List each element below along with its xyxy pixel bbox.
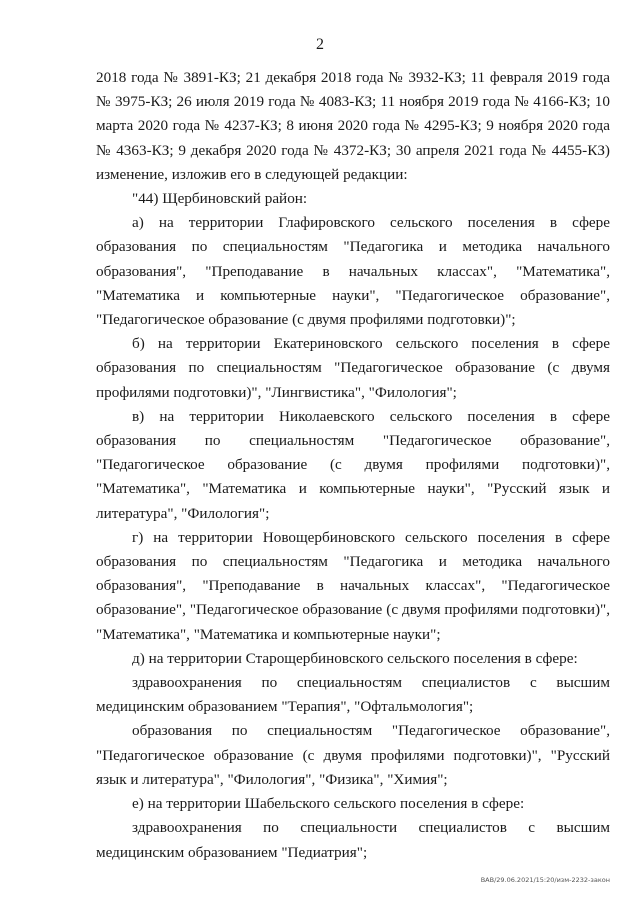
- paragraph-item-d: д) на территории Старощербиновского сельского поселения в сфере:: [132, 649, 578, 667]
- paragraph-amendment-intro: 2018 года № 3891-КЗ; 21 декабря 2018 года № 3932-КЗ; 11 февраля 2019 года № 3975-КЗ; 26 июля 2019 года № 4083-КЗ; 11 ноября 2019 года № 4166-КЗ; 10 марта 2020 года № 4237-КЗ; 8 июня 2020 года № 4295-КЗ; 9 ноября 2020 года № 4363-КЗ; 9 декабря 2020 года № 4372-КЗ; 30 апреля 2021 года № 4455-КЗ) изменение, изложив его в следующей редакции:: [96, 69, 610, 183]
- paragraph-item-d-healthcare: здравоохранения по специальностям специалистов с высшим медицинским образованием "Терапия", "Офтальмология";: [96, 674, 610, 716]
- page-number: 2: [316, 36, 324, 53]
- paragraph-item-e-healthcare: здравоохранения по специальности специалистов с высшим медицинским образованием "Педиатрия";: [96, 819, 610, 861]
- footer-stamp: ВАВ/29.06.2021/15:20/изм-2232-закон: [480, 876, 610, 884]
- paragraph-item-e: е) на территории Шабельского сельского поселения в сфере:: [132, 795, 525, 813]
- paragraph-district-heading: "44) Щербиновский район:: [132, 190, 308, 208]
- paragraph-item-b: б) на территории Екатериновского сельского поселения в сфере образования по специальностям "Педагогическое образование (с двумя профилями подготовки)", "Лингвистика", "Филология";: [96, 335, 610, 401]
- document-body: [96, 66, 610, 865]
- paragraph-item-a: а) на территории Глафировского сельского поселения в сфере образования по специальностям "Педагогика и методика начального образования", "Преподавание в начальных классах", "Математика", "Математика и компьютерные науки", "Педагогическое образование", "Педагогическое образование (с двумя профилями подготовки)";: [96, 214, 610, 329]
- paragraph-item-d-education: образования по специальностям "Педагогическое образование", "Педагогическое образование (с двумя профилями подготовки)", "Русский язык и литература", "Филология", "Физика", "Химия";: [96, 722, 610, 788]
- paragraph-item-v: в) на территории Николаевского сельского поселения в сфере образования по специальностям "Педагогическое образование", "Педагогическое образование (с двумя профилями подготовки)", "Математика", "Математика и компьютерные науки", "Русский язык и литература", "Филология";: [96, 407, 610, 522]
- paragraph-item-g: г) на территории Новощербиновского сельского поселения в сфере образования по специальностям "Педагогика и методика начального образования", "Преподавание в начальных классах", "Педагогическое образование", "Педагогическое образование (с двумя профилями подготовки)", "Математика", "Математика и компьютерные науки";: [96, 528, 610, 643]
